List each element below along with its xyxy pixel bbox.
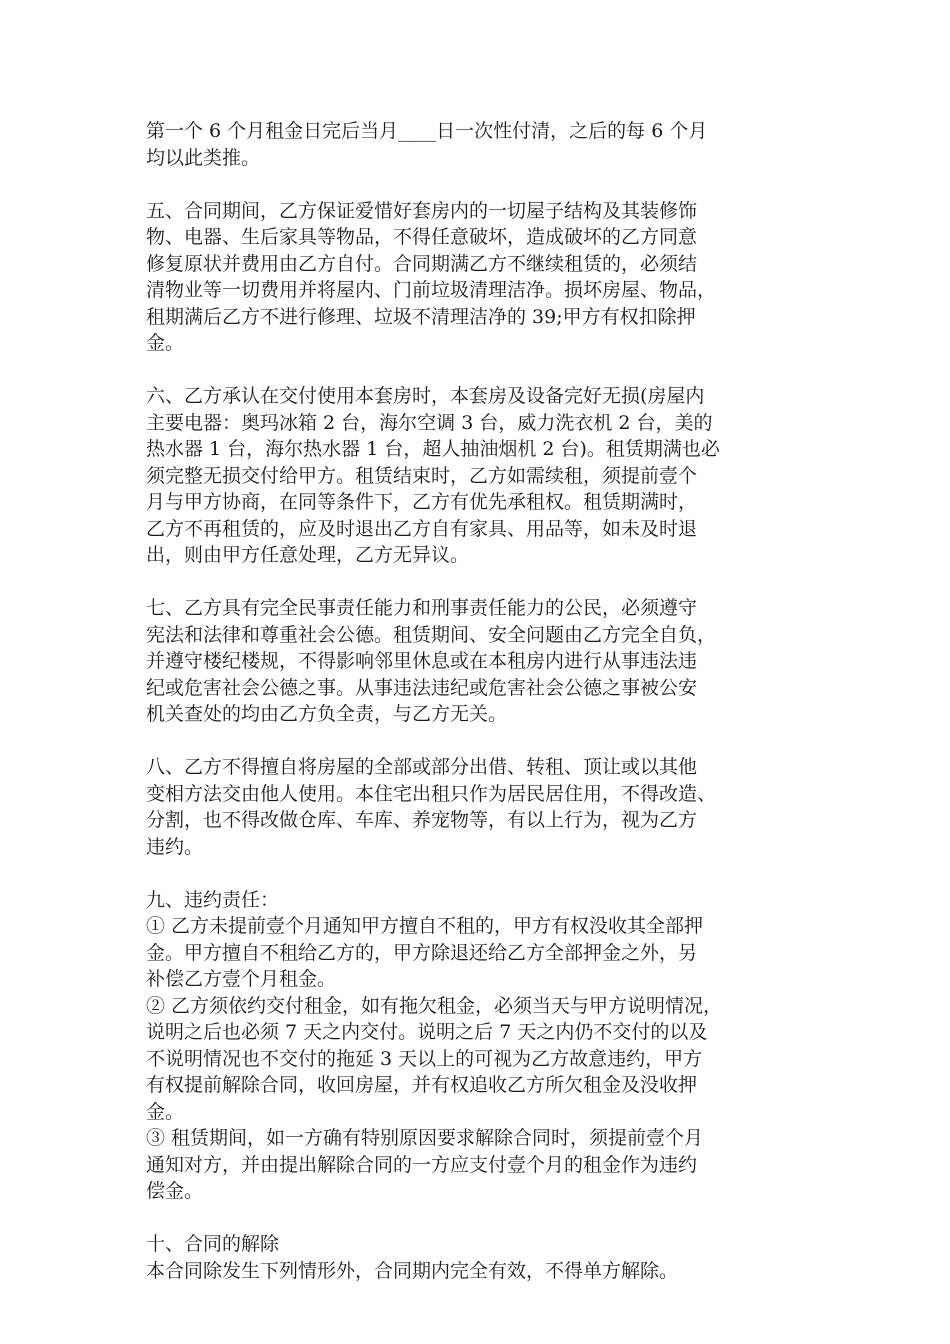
text-line: 七、乙方具有完全民事责任能力和刑事责任能力的公民，必须遵守 bbox=[146, 597, 698, 619]
text-line: 均以此类推。 bbox=[146, 146, 261, 169]
text-line: 偿金。 bbox=[146, 1180, 204, 1202]
text-line: 乙方不再租赁的，应及时退出乙方自有家具、用品等，如未及时退 bbox=[146, 517, 698, 540]
text-line: 违约。 bbox=[146, 835, 204, 858]
paragraph-gap bbox=[146, 569, 836, 596]
paragraph-gap bbox=[146, 1205, 836, 1232]
text-line: 十、合同的解除 bbox=[146, 1233, 280, 1255]
text-line: 清物业等一切费用并将屋内、门前垃圾清理洁净。损坏房屋、物品， bbox=[146, 279, 717, 301]
paragraph-gap bbox=[146, 860, 836, 887]
paragraph-gap bbox=[146, 357, 836, 384]
text-line: 金。 bbox=[146, 332, 185, 354]
text-line: 并遵守楼纪楼规，不得影响邻里休息或在本租房内进行从事违法违 bbox=[146, 650, 698, 672]
text-line: 第一个 6 个月租金日完后当月____日一次性付清，之后的每 6 个月 bbox=[146, 120, 708, 142]
document-body bbox=[146, 118, 836, 1284]
text-line: ① 乙方未提前壹个月通知甲方擅自不租的，甲方有权没收其全部押 bbox=[146, 915, 704, 937]
text-line: 本合同除发生下列情形外，合同期内完全有效，不得单方解除。 bbox=[146, 1259, 679, 1282]
text-line: 物、电器、生后家具等物品，不得任意破坏，造成破坏的乙方同意 bbox=[146, 226, 698, 248]
text-line: 有权提前解除合同，收回房屋，并有权追收乙方所欠租金及没收押 bbox=[146, 1074, 698, 1096]
text-line: 金。 bbox=[146, 1100, 185, 1123]
text-line: ② 乙方须依约交付租金，如有拖欠租金，必须当天与甲方说明情况， bbox=[146, 994, 723, 1017]
text-line: 金。甲方擅自不租给乙方的，甲方除退还给乙方全部押金之外，另 bbox=[146, 941, 698, 964]
text-line: 宪法和法律和尊重社会公德。租赁期间、安全问题由乙方完全自负， bbox=[146, 623, 717, 646]
document-page bbox=[146, 118, 836, 1284]
paragraph-gap bbox=[146, 171, 836, 198]
text-line: 八、乙方不得擅自将房屋的全部或部分出借、转租、顶让或以其他 bbox=[146, 756, 698, 778]
text-line: 租期满后乙方不进行修理、垃圾不清理洁净的 39;甲方有权扣除押 bbox=[146, 305, 696, 328]
text-line: 九、违约责任： bbox=[146, 888, 280, 911]
text-line: 说明之后也必须 7 天之内交付。说明之后 7 天之内仍不交付的以及 bbox=[146, 1021, 708, 1043]
text-line: 热水器 1 台，海尔热水器 1 台，超人抽油烟机 2 台)。租赁期满也必 bbox=[146, 438, 720, 460]
text-line: 修复原状并费用由乙方自付。合同期满乙方不继续租赁的，必须结 bbox=[146, 252, 698, 275]
text-line: 主要电器：奥玛冰箱 2 台，海尔空调 3 台，威力洗衣机 2 台，美的 bbox=[146, 411, 713, 434]
text-line: 不说明情况也不交付的拖延 3 天以上的可视为乙方故意违约，甲方 bbox=[146, 1047, 703, 1070]
text-line: 分割，也不得改做仓库、车库、养宠物等，有以上行为，视为乙方 bbox=[146, 809, 698, 831]
text-line: 变相方法交由他人使用。本住宅出租只作为居民居住用，不得改造、 bbox=[146, 782, 717, 805]
text-line: 纪或危害社会公德之事。从事违法违纪或危害社会公德之事被公安 bbox=[146, 676, 698, 699]
text-line: 通知对方，并由提出解除合同的一方应支付壹个月的租金作为违约 bbox=[146, 1153, 698, 1176]
text-line: 五、合同期间，乙方保证爱惜好套房内的一切屋子结构及其装修饰 bbox=[146, 199, 698, 222]
text-line: 补偿乙方壹个月租金。 bbox=[146, 968, 337, 990]
text-line: 出，则由甲方任意处理，乙方无异议。 bbox=[146, 544, 470, 566]
text-line: 月与甲方协商，在同等条件下，乙方有优先承租权。租赁期满时， bbox=[146, 491, 698, 513]
text-line: ③ 租赁期间，如一方确有特别原因要求解除合同时，须提前壹个月 bbox=[146, 1127, 704, 1149]
text-line: 六、乙方承认在交付使用本套房时，本套房及设备完好无损(房屋内 bbox=[146, 385, 705, 407]
text-line: 机关查处的均由乙方负全责，与乙方无关。 bbox=[146, 703, 508, 725]
text-line: 须完整无损交付给甲方。租赁结束时，乙方如需续租，须提前壹个 bbox=[146, 464, 698, 487]
paragraph-gap bbox=[146, 728, 836, 755]
